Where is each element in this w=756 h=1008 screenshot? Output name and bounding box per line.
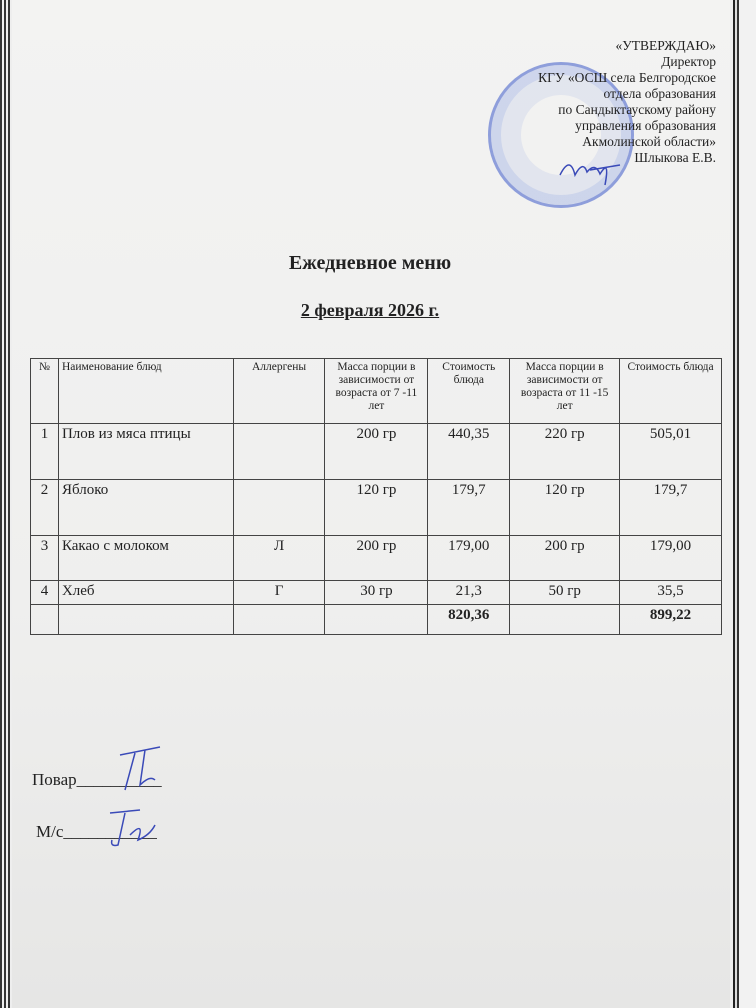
nurse-signature (90, 805, 160, 850)
table-cell: 120 гр (510, 480, 620, 536)
approval-block (538, 38, 716, 166)
total-cell (233, 605, 325, 635)
approval-line: КГУ «ОСШ села Белгородское (538, 70, 716, 85)
total-cell (31, 605, 59, 635)
table-cell: 220 гр (510, 424, 620, 480)
page-edge-left (0, 0, 12, 1008)
table-cell: 179,7 (620, 480, 722, 536)
table-cell: 440,35 (428, 424, 510, 480)
table-row (31, 424, 722, 480)
nurse-label: М/с (36, 822, 64, 841)
table-cell: 35,5 (620, 581, 722, 605)
total-cell (510, 605, 620, 635)
column-header: Аллергены (233, 359, 325, 424)
table-cell: Яблоко (58, 480, 233, 536)
table-cell: 200 гр (510, 536, 620, 581)
table-cell: 30 гр (325, 581, 428, 605)
table-cell: 200 гр (325, 536, 428, 581)
totals-row (31, 605, 722, 635)
table-cell (233, 424, 325, 480)
menu-table (30, 358, 722, 635)
cook-label: Повар (32, 770, 77, 789)
menu-date: 2 февраля 2026 г. (300, 300, 440, 320)
director-signature (555, 150, 625, 190)
table-row (31, 480, 722, 536)
column-header: Масса порции в зависимости от возраста от 7 -11 лет (325, 359, 428, 424)
column-header: Стоимость блюда (428, 359, 510, 424)
table-cell: Хлеб (58, 581, 233, 605)
table-cell: 21,3 (428, 581, 510, 605)
approval-line: «УТВЕРЖДАЮ» (615, 38, 716, 53)
approval-line: по Сандыктаускому району (558, 102, 716, 117)
table-cell: 179,00 (428, 536, 510, 581)
column-header: Стоимость блюда (620, 359, 722, 424)
total-cell: 899,22 (620, 605, 722, 635)
table-row (31, 581, 722, 605)
table-cell: 200 гр (325, 424, 428, 480)
approval-line: Шлыкова Е.В. (634, 150, 716, 165)
table-cell: 179,00 (620, 536, 722, 581)
table-row (31, 536, 722, 581)
column-header: № (31, 359, 59, 424)
approval-line: Акмолинской области» (582, 134, 716, 149)
table-cell: Г (233, 581, 325, 605)
table-cell (233, 480, 325, 536)
cook-signature-line: Повар__________ (32, 770, 162, 789)
cook-signature (100, 745, 170, 795)
table-cell: Плов из мяса птицы (58, 424, 233, 480)
table-cell: Какао с молоком (58, 536, 233, 581)
approval-line: управления образования (575, 118, 716, 133)
table-cell: 120 гр (325, 480, 428, 536)
table-cell: 1 (31, 424, 59, 480)
table-cell: 4 (31, 581, 59, 605)
total-cell: 820,36 (428, 605, 510, 635)
total-cell (325, 605, 428, 635)
table-cell: 505,01 (620, 424, 722, 480)
table-cell: 179,7 (428, 480, 510, 536)
table-cell: 50 гр (510, 581, 620, 605)
total-cell (58, 605, 233, 635)
nurse-signature-line: М/с___________ (36, 822, 157, 841)
approval-line: отдела образования (603, 86, 716, 101)
table-cell: 2 (31, 480, 59, 536)
page-edge-right (730, 0, 756, 1008)
column-header: Наименование блюд (58, 359, 233, 424)
table-header-row (31, 359, 722, 424)
table-cell: Л (233, 536, 325, 581)
page-title: Ежедневное меню (288, 252, 452, 274)
column-header: Масса порции в зависимости от возраста от 11 -15 лет (510, 359, 620, 424)
approval-line: Директор (661, 54, 716, 69)
table-cell: 3 (31, 536, 59, 581)
